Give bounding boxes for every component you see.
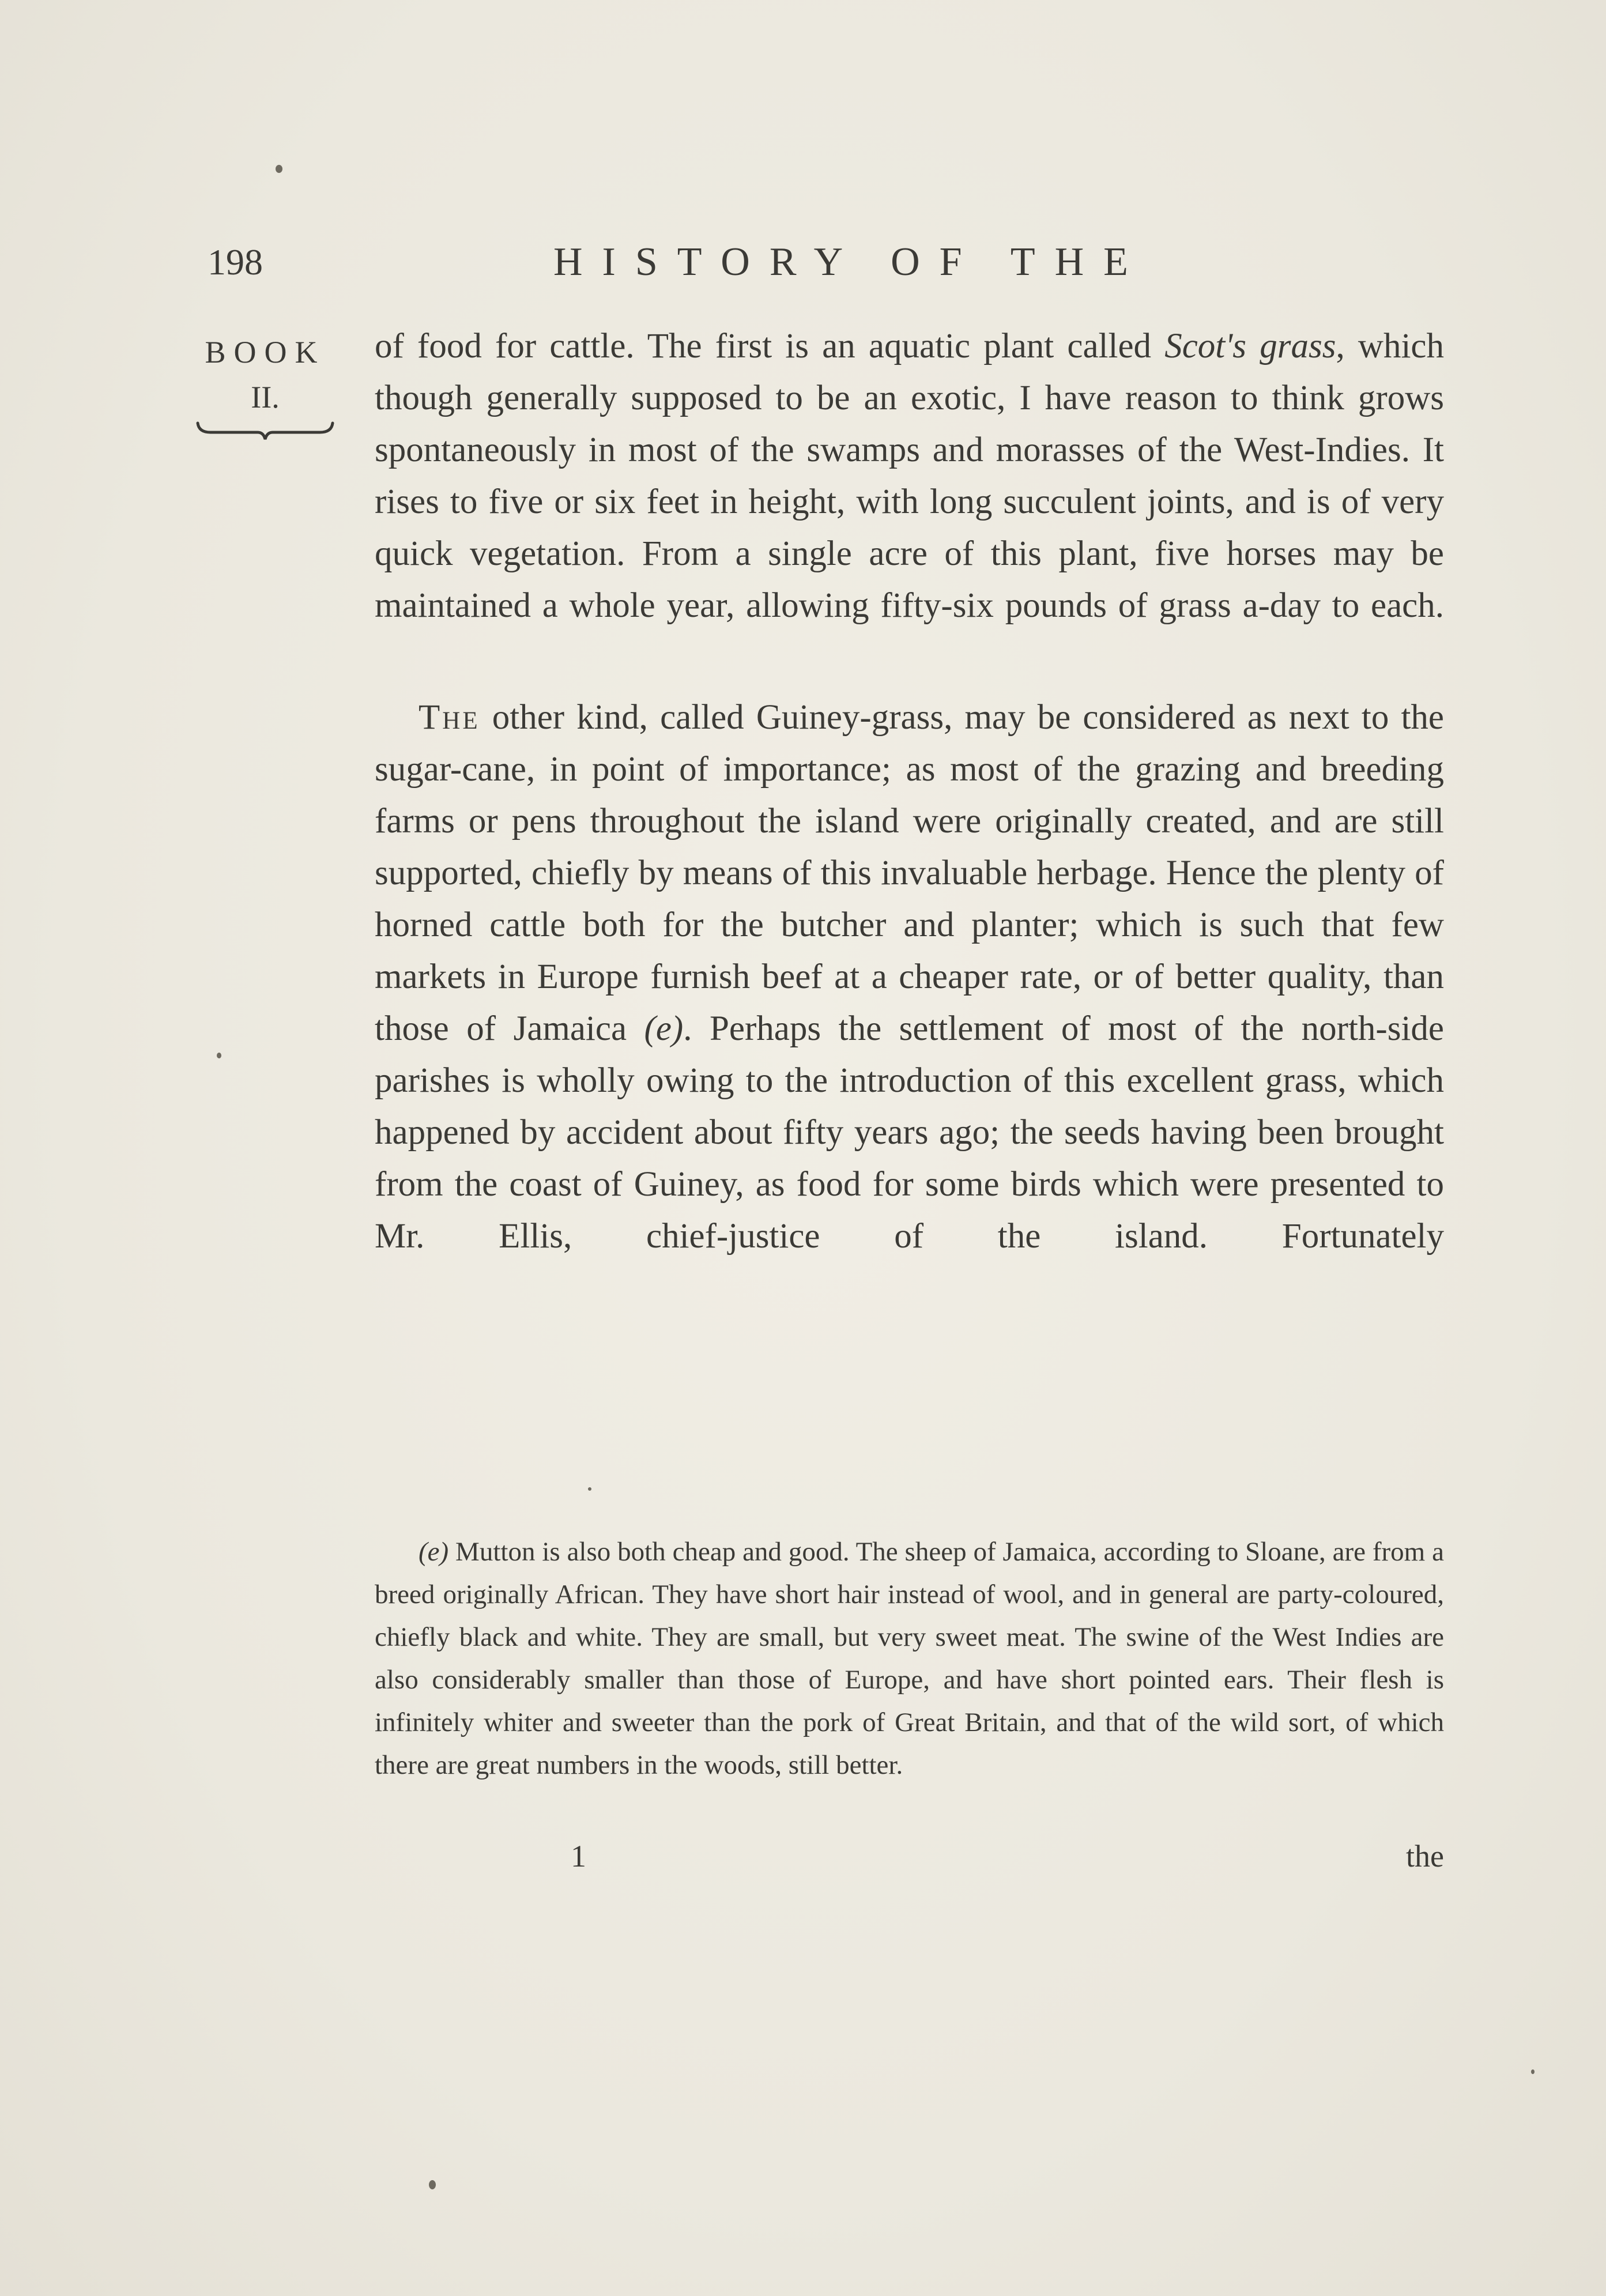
paper-speck bbox=[1531, 2069, 1535, 2074]
paragraph-2-text-1: other kind, called Guiney-grass, may be considered as next to the sugar-cane, in point of importance; as most of the grazing and breeding farms or pens throughout the island were originally created, and are still supported, chiefly by means of this invaluable herbage. Hence the plenty of horned cattle both for the butcher and planter; which is such that few markets in Europe furnish beef at a cheaper rate, or of better quality, than those of Jamaica bbox=[375, 698, 1444, 1048]
paper-speck bbox=[429, 2180, 436, 2189]
page-header bbox=[208, 231, 1245, 294]
footnote-reference: (e) bbox=[644, 1009, 684, 1048]
catchword: the bbox=[1406, 1839, 1444, 1873]
paper-speck bbox=[588, 1487, 591, 1491]
paragraph-1 bbox=[375, 321, 1444, 632]
book-number: II. bbox=[251, 380, 280, 414]
body-text bbox=[375, 321, 1444, 1262]
footnote-marker: (e) bbox=[419, 1537, 449, 1567]
brace-ornament-icon bbox=[193, 420, 337, 443]
running-title: HISTORY OF THE bbox=[553, 240, 1148, 284]
book-label: BOOK bbox=[205, 335, 326, 370]
paragraph-1-italic: Scot's grass bbox=[1164, 327, 1336, 365]
page-number: 198 bbox=[208, 242, 263, 282]
paper-speck bbox=[276, 165, 282, 173]
paragraph-1-text-2: , which though generally supposed to be an exotic, I have reason to think grows spontaneously in most of the swamps and morasses of the West-Indies. It rises to five or six feet in height, with long succulent joints, and is of very quick vegetation. From a single acre of this plant, five horses may be maintained a whole year, allowing fifty-six pounds of grass a-day to each. bbox=[375, 327, 1444, 625]
footnote bbox=[375, 1530, 1444, 1786]
margin-note bbox=[190, 330, 340, 443]
paragraph-1-text-1: of food for cattle. The first is an aquatic plant called bbox=[375, 327, 1165, 365]
footnote-text: Mutton is also both cheap and good. The sheep of Jamaica, according to Sloane, are from a breed originally African. They have short hair instead of wool, and in general are party-coloured, chiefly black and white. They are small, but very sweet meat. The swine of the West Indies are also considerably smaller than those of Europe, and have short pointed ears. Their flesh is infinitely whiter and sweeter than the pork of Great Britain, and that of the wild sort, of which there are great numbers in the woods, still better. bbox=[375, 1537, 1444, 1780]
paper-speck bbox=[217, 1053, 221, 1058]
paragraph-2 bbox=[375, 692, 1444, 1262]
paragraph-2-text-2: . Perhaps the settlement of most of the north-side parishes is wholly owing to the introduction of this excellent grass, which happened by accident about fifty years ago; the seeds having been brought from the coast of Guiney, as food for some birds which were presented to Mr. Ellis, chief-justice of the island. Fortunately bbox=[375, 1009, 1444, 1256]
signature-mark: 1 bbox=[571, 1839, 586, 1873]
page-footer bbox=[375, 1833, 1444, 1879]
paragraph-2-lead: The bbox=[419, 698, 480, 737]
